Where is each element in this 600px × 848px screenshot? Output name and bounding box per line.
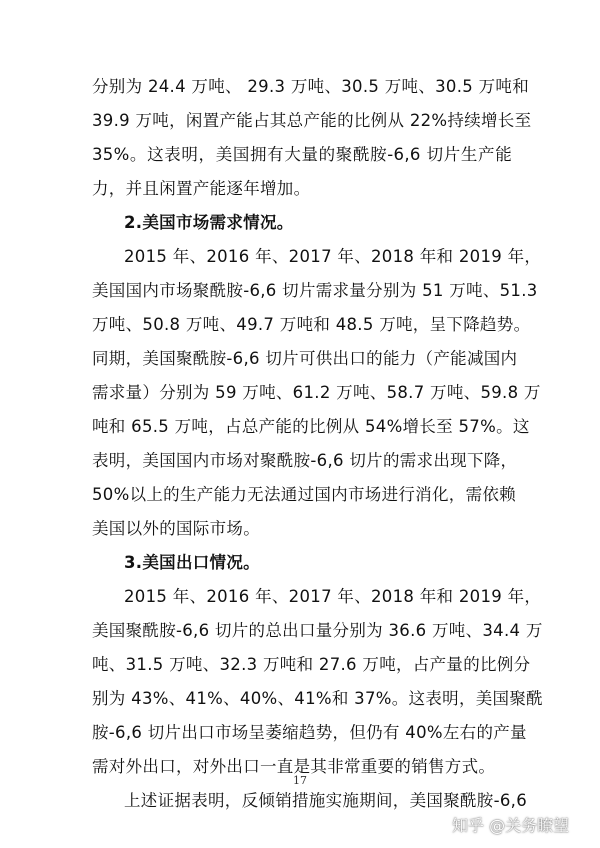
text-line: 39.9 万吨，闲置产能占其总产能的比例从 22%持续增长至 [92, 111, 532, 130]
text-line: 吨、31.5 万吨、32.3 万吨和 27.6 万吨，占产量的比例分 [92, 655, 531, 674]
page-number: 17 [293, 774, 307, 787]
section-heading: 3.美国出口情况。 [124, 553, 260, 572]
watermark: 知乎 @关务瞭望 [452, 816, 570, 835]
text-line: 上述证据表明，反倾销措施实施期间，美国聚酰胺-6,6 [124, 791, 527, 810]
text-line: 美国聚酰胺-6,6 切片的总出口量分别为 36.6 万吨、34.4 万 [92, 621, 543, 640]
text-line: 表明，美国国内市场对聚酰胺-6,6 切片的需求出现下降， [92, 451, 518, 470]
text-line: 同期，美国聚酰胺-6,6 切片可供出口的能力（产能减国内 [92, 349, 518, 368]
text-line: 力，并且闲置产能逐年增加。 [92, 179, 311, 198]
text-line: 万吨、50.8 万吨、49.7 万吨和 48.5 万吨，呈下降趋势。 [92, 315, 531, 334]
text-line: 2015 年、2016 年、2017 年、2018 年和 2019 年， [124, 247, 542, 266]
text-line: 分别为 24.4 万吨、 29.3 万吨、30.5 万吨、30.5 万吨和 [92, 77, 530, 96]
text-line: 需对外出口，对外出口一直是其非常重要的销售方式。 [92, 757, 496, 776]
text-line: 吨和 65.5 万吨，占总产能的比例从 54%增长至 57%。这 [92, 417, 530, 436]
text-line: 需求量）分别为 59 万吨、61.2 万吨、58.7 万吨、59.8 万 [92, 383, 541, 402]
section-heading: 2.美国市场需求情况。 [124, 213, 294, 232]
text-line: 美国以外的国际市场。 [92, 519, 260, 538]
text-line: 胺-6,6 切片出口市场呈萎缩趋势，但仍有 40%左右的产量 [92, 723, 527, 742]
text-line: 别为 43%、41%、40%、41%和 37%。这表明，美国聚酰 [92, 689, 543, 708]
text-line: 美国国内市场聚酰胺-6,6 切片需求量分别为 51 万吨、51.3 [92, 281, 538, 300]
text-line: 50%以上的生产能力无法通过国内市场进行消化，需依赖 [92, 485, 516, 504]
text-line: 2015 年、2016 年、2017 年、2018 年和 2019 年， [124, 587, 542, 606]
text-line: 35%。这表明，美国拥有大量的聚酰胺-6,6 切片生产能 [92, 145, 512, 164]
